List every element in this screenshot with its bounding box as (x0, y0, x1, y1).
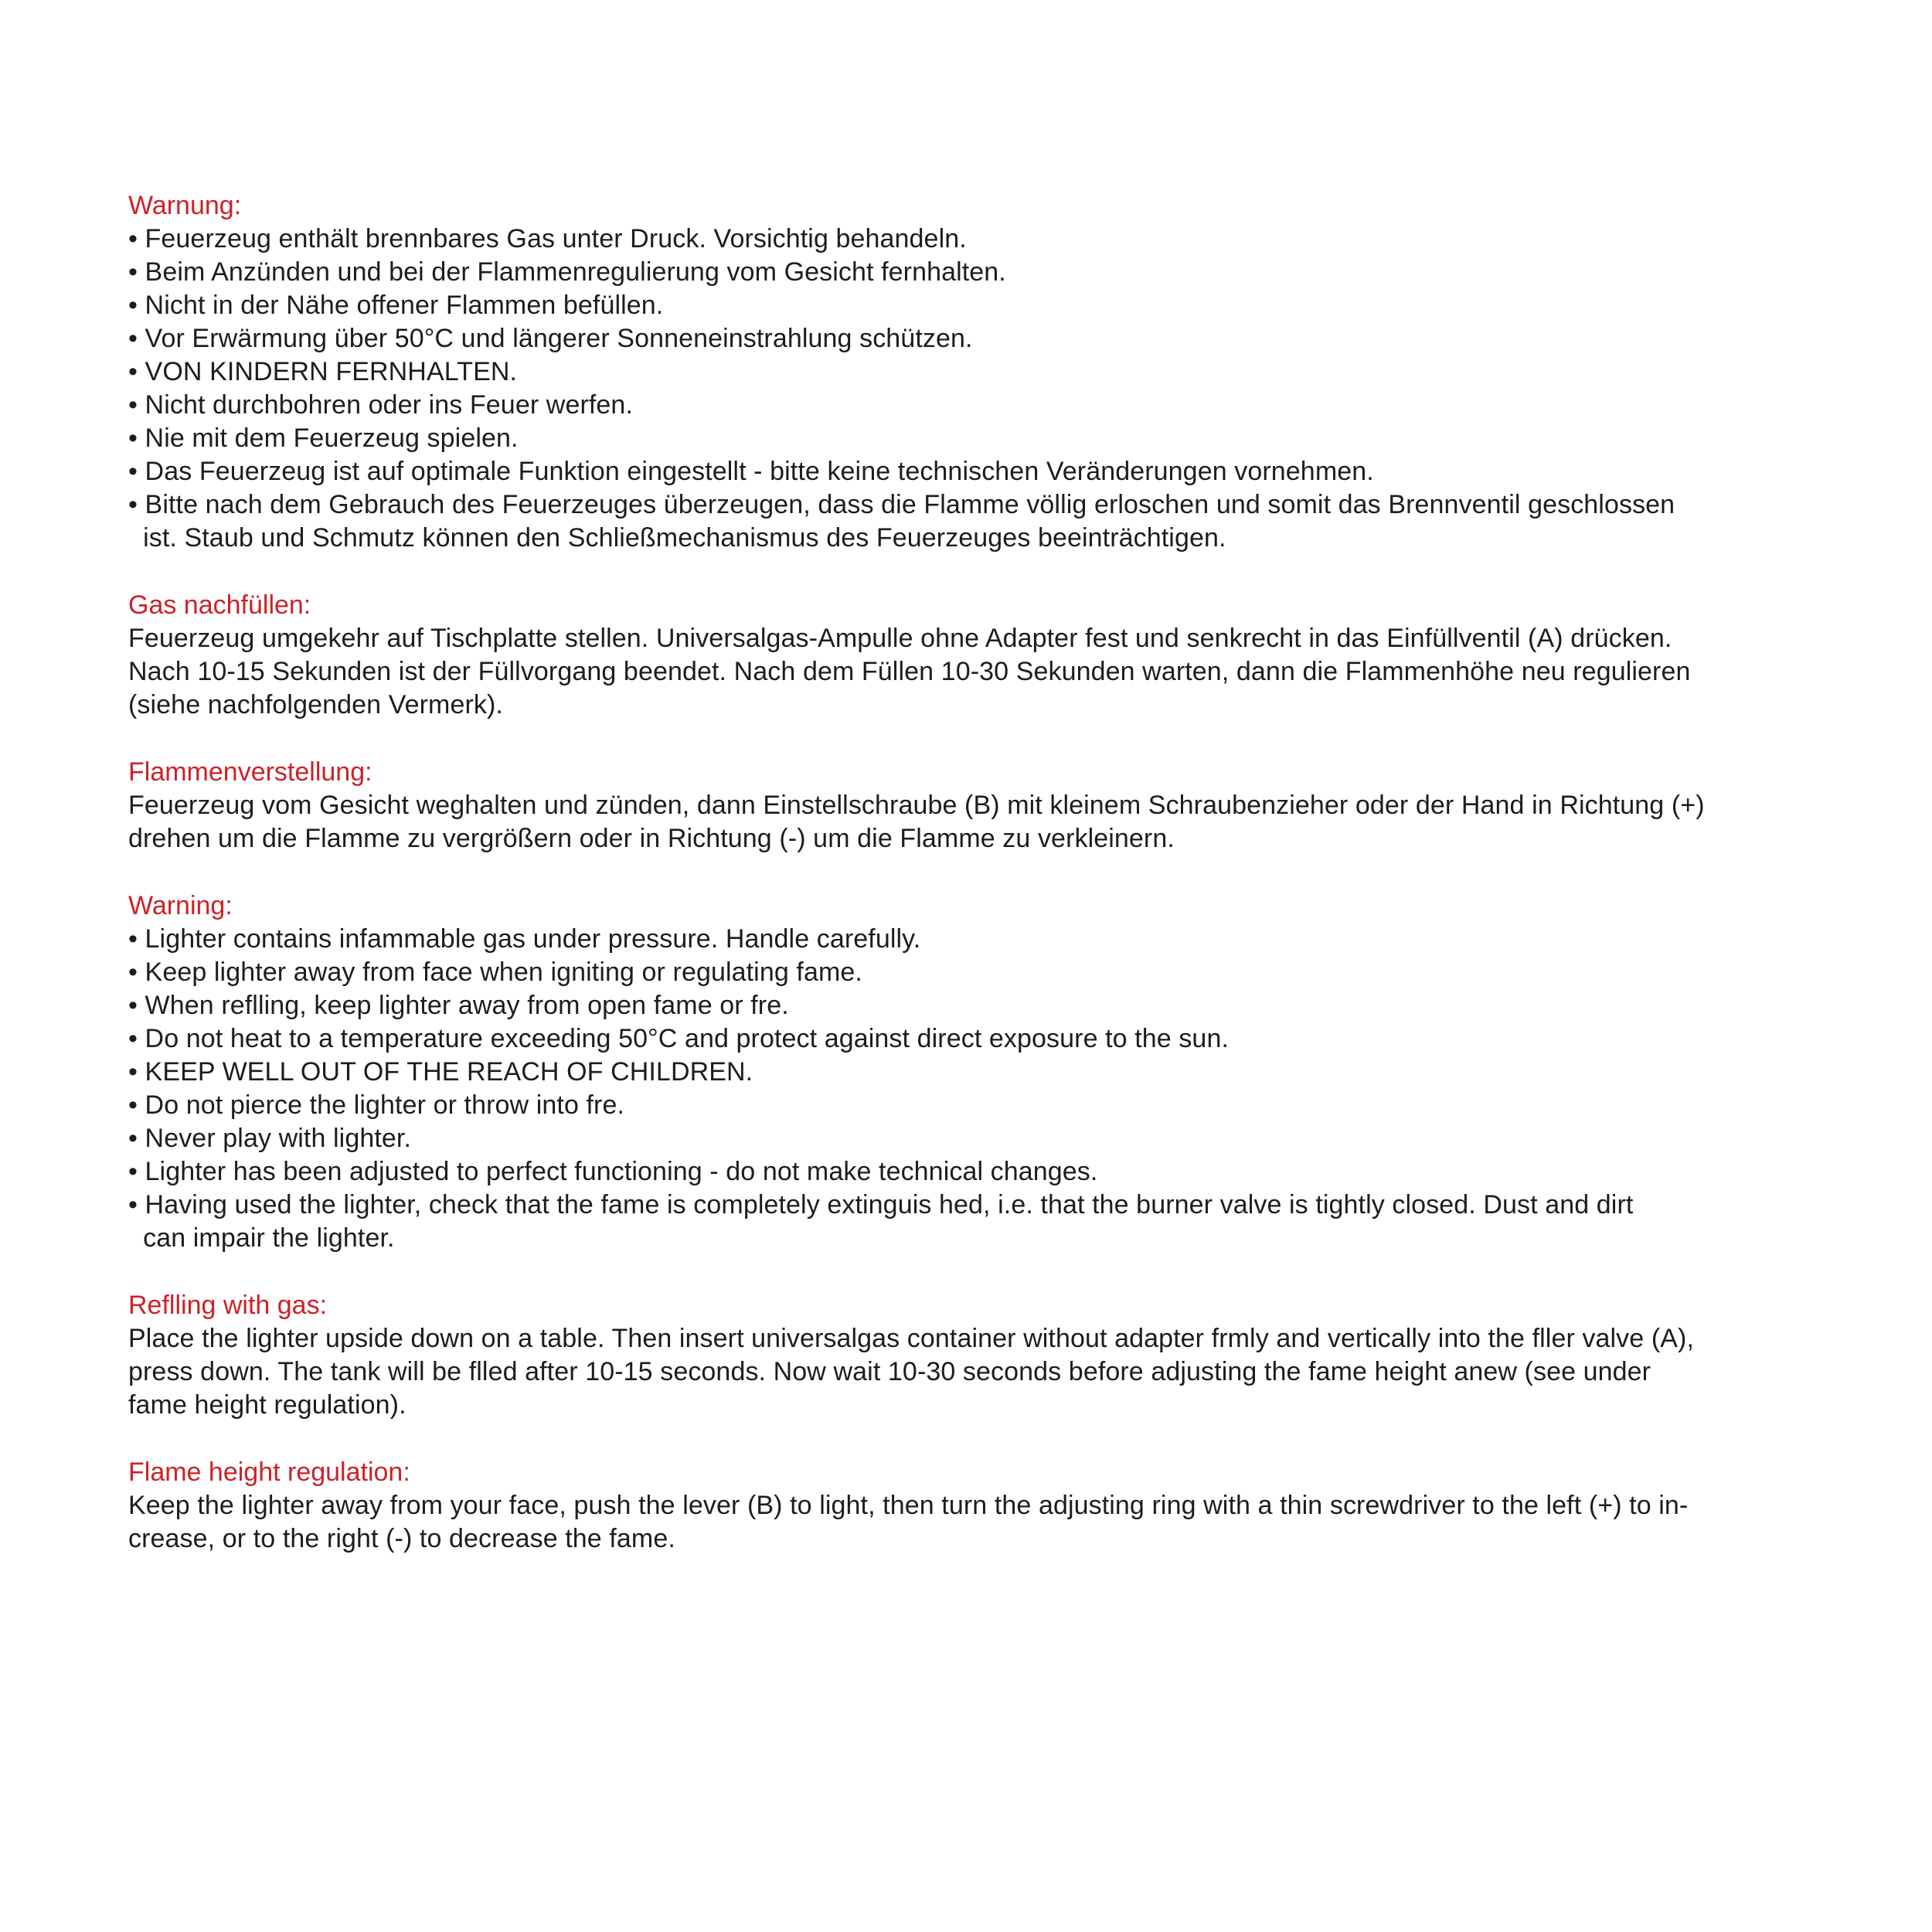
text-line: can impair the lighter. (128, 1223, 395, 1253)
text-line: • Nicht in der Nähe offener Flammen befüllen. (128, 291, 664, 320)
section-heading: Warning: (128, 891, 233, 920)
section-heading: Gas nachfüllen: (128, 590, 311, 620)
text-line: Feuerzeug vom Gesicht weghalten und zünden, dann Einstellschraube (B) mit kleinem Schraubenzieher oder der Hand in Richtung (+) (128, 791, 1705, 820)
text-line: Feuerzeug umgekehr auf Tischplatte stellen. Universalgas-Ampulle ohne Adapter fest und senkrecht in das Einfüllventil (A) drücken. (128, 624, 1672, 653)
section-heading: Flammenverstellung: (128, 757, 372, 787)
text-line: • Vor Erwärmung über 50°C und längerer Sonneneinstrahlung schützen. (128, 324, 973, 353)
text-line: • Bitte nach dem Gebrauch des Feuerzeuges überzeugen, dass die Flamme völlig erloschen und somit das Brennventil geschlossen (128, 490, 1675, 519)
section-flame-height-en (128, 1456, 1828, 1556)
text-line: fame height regulation). (128, 1390, 406, 1420)
instruction-sheet (128, 189, 1828, 1590)
text-line: • Feuerzeug enthält brennbares Gas unter Druck. Vorsichtig behandeln. (128, 224, 967, 253)
section-heading: Flame height regulation: (128, 1458, 410, 1487)
text-line: • Nicht durchbohren oder ins Feuer werfen. (128, 390, 633, 420)
text-line: • Never play with lighter. (128, 1124, 411, 1153)
section-warnung-de (128, 189, 1828, 555)
text-line: • When reflling, keep lighter away from open fame or fre. (128, 991, 789, 1020)
text-line: • KEEP WELL OUT OF THE REACH OF CHILDREN. (128, 1057, 753, 1087)
text-line: • Das Feuerzeug ist auf optimale Funktion eingestellt - bitte keine technischen Veränderungen vornehmen. (128, 457, 1374, 486)
text-line: crease, or to the right (-) to decrease the fame. (128, 1524, 675, 1553)
section-refilling-en (128, 1289, 1828, 1422)
text-line: Place the lighter upside down on a table. Then insert universalgas container without adapter frmly and vertically into the fller valve (A), (128, 1324, 1695, 1353)
section-flammenverstellung-de (128, 756, 1828, 855)
text-line: • Beim Anzünden und bei der Flammenregulierung vom Gesicht fernhalten. (128, 257, 1006, 287)
text-line: • Nie mit dem Feuerzeug spielen. (128, 423, 519, 453)
text-line: Nach 10-15 Sekunden ist der Füllvorgang beendet. Nach dem Füllen 10-30 Sekunden warten, dann die Flammenhöhe neu regulieren (128, 657, 1691, 686)
text-line: press down. The tank will be flled after 10-15 seconds. Now wait 10-30 seconds before adjusting the fame height anew (see under (128, 1357, 1651, 1386)
section-warning-en (128, 889, 1828, 1255)
section-gas-nachfuellen-de (128, 589, 1828, 722)
section-heading: Reflling with gas: (128, 1291, 328, 1320)
text-line: • Having used the lighter, check that the fame is completely extinguis hed, i.e. that the burner valve is tightly closed. Dust and dirt (128, 1190, 1634, 1219)
text-line: • Lighter contains infammable gas under pressure. Handle carefully. (128, 924, 921, 954)
text-line: Keep the lighter away from your face, push the lever (B) to light, then turn the adjusting ring with a thin screwdriver to the left (+) to in- (128, 1491, 1689, 1520)
text-line: • VON KINDERN FERNHALTEN. (128, 357, 518, 386)
text-line: drehen um die Flamme zu vergrößern oder in Richtung (-) um die Flamme zu verkleinern. (128, 824, 1175, 853)
text-line: (siehe nachfolgenden Vermerk). (128, 690, 503, 719)
text-line: • Do not heat to a temperature exceeding 50°C and protect against direct exposure to the sun. (128, 1024, 1230, 1053)
section-heading: Warnung: (128, 191, 242, 220)
text-line: • Do not pierce the lighter or throw into fre. (128, 1090, 625, 1120)
text-line: • Lighter has been adjusted to perfect functioning - do not make technical changes. (128, 1157, 1098, 1186)
text-line: ist. Staub und Schmutz können den Schließmechanismus des Feuerzeuges beeinträchtigen. (128, 523, 1226, 553)
text-line: • Keep lighter away from face when igniting or regulating fame. (128, 957, 862, 987)
